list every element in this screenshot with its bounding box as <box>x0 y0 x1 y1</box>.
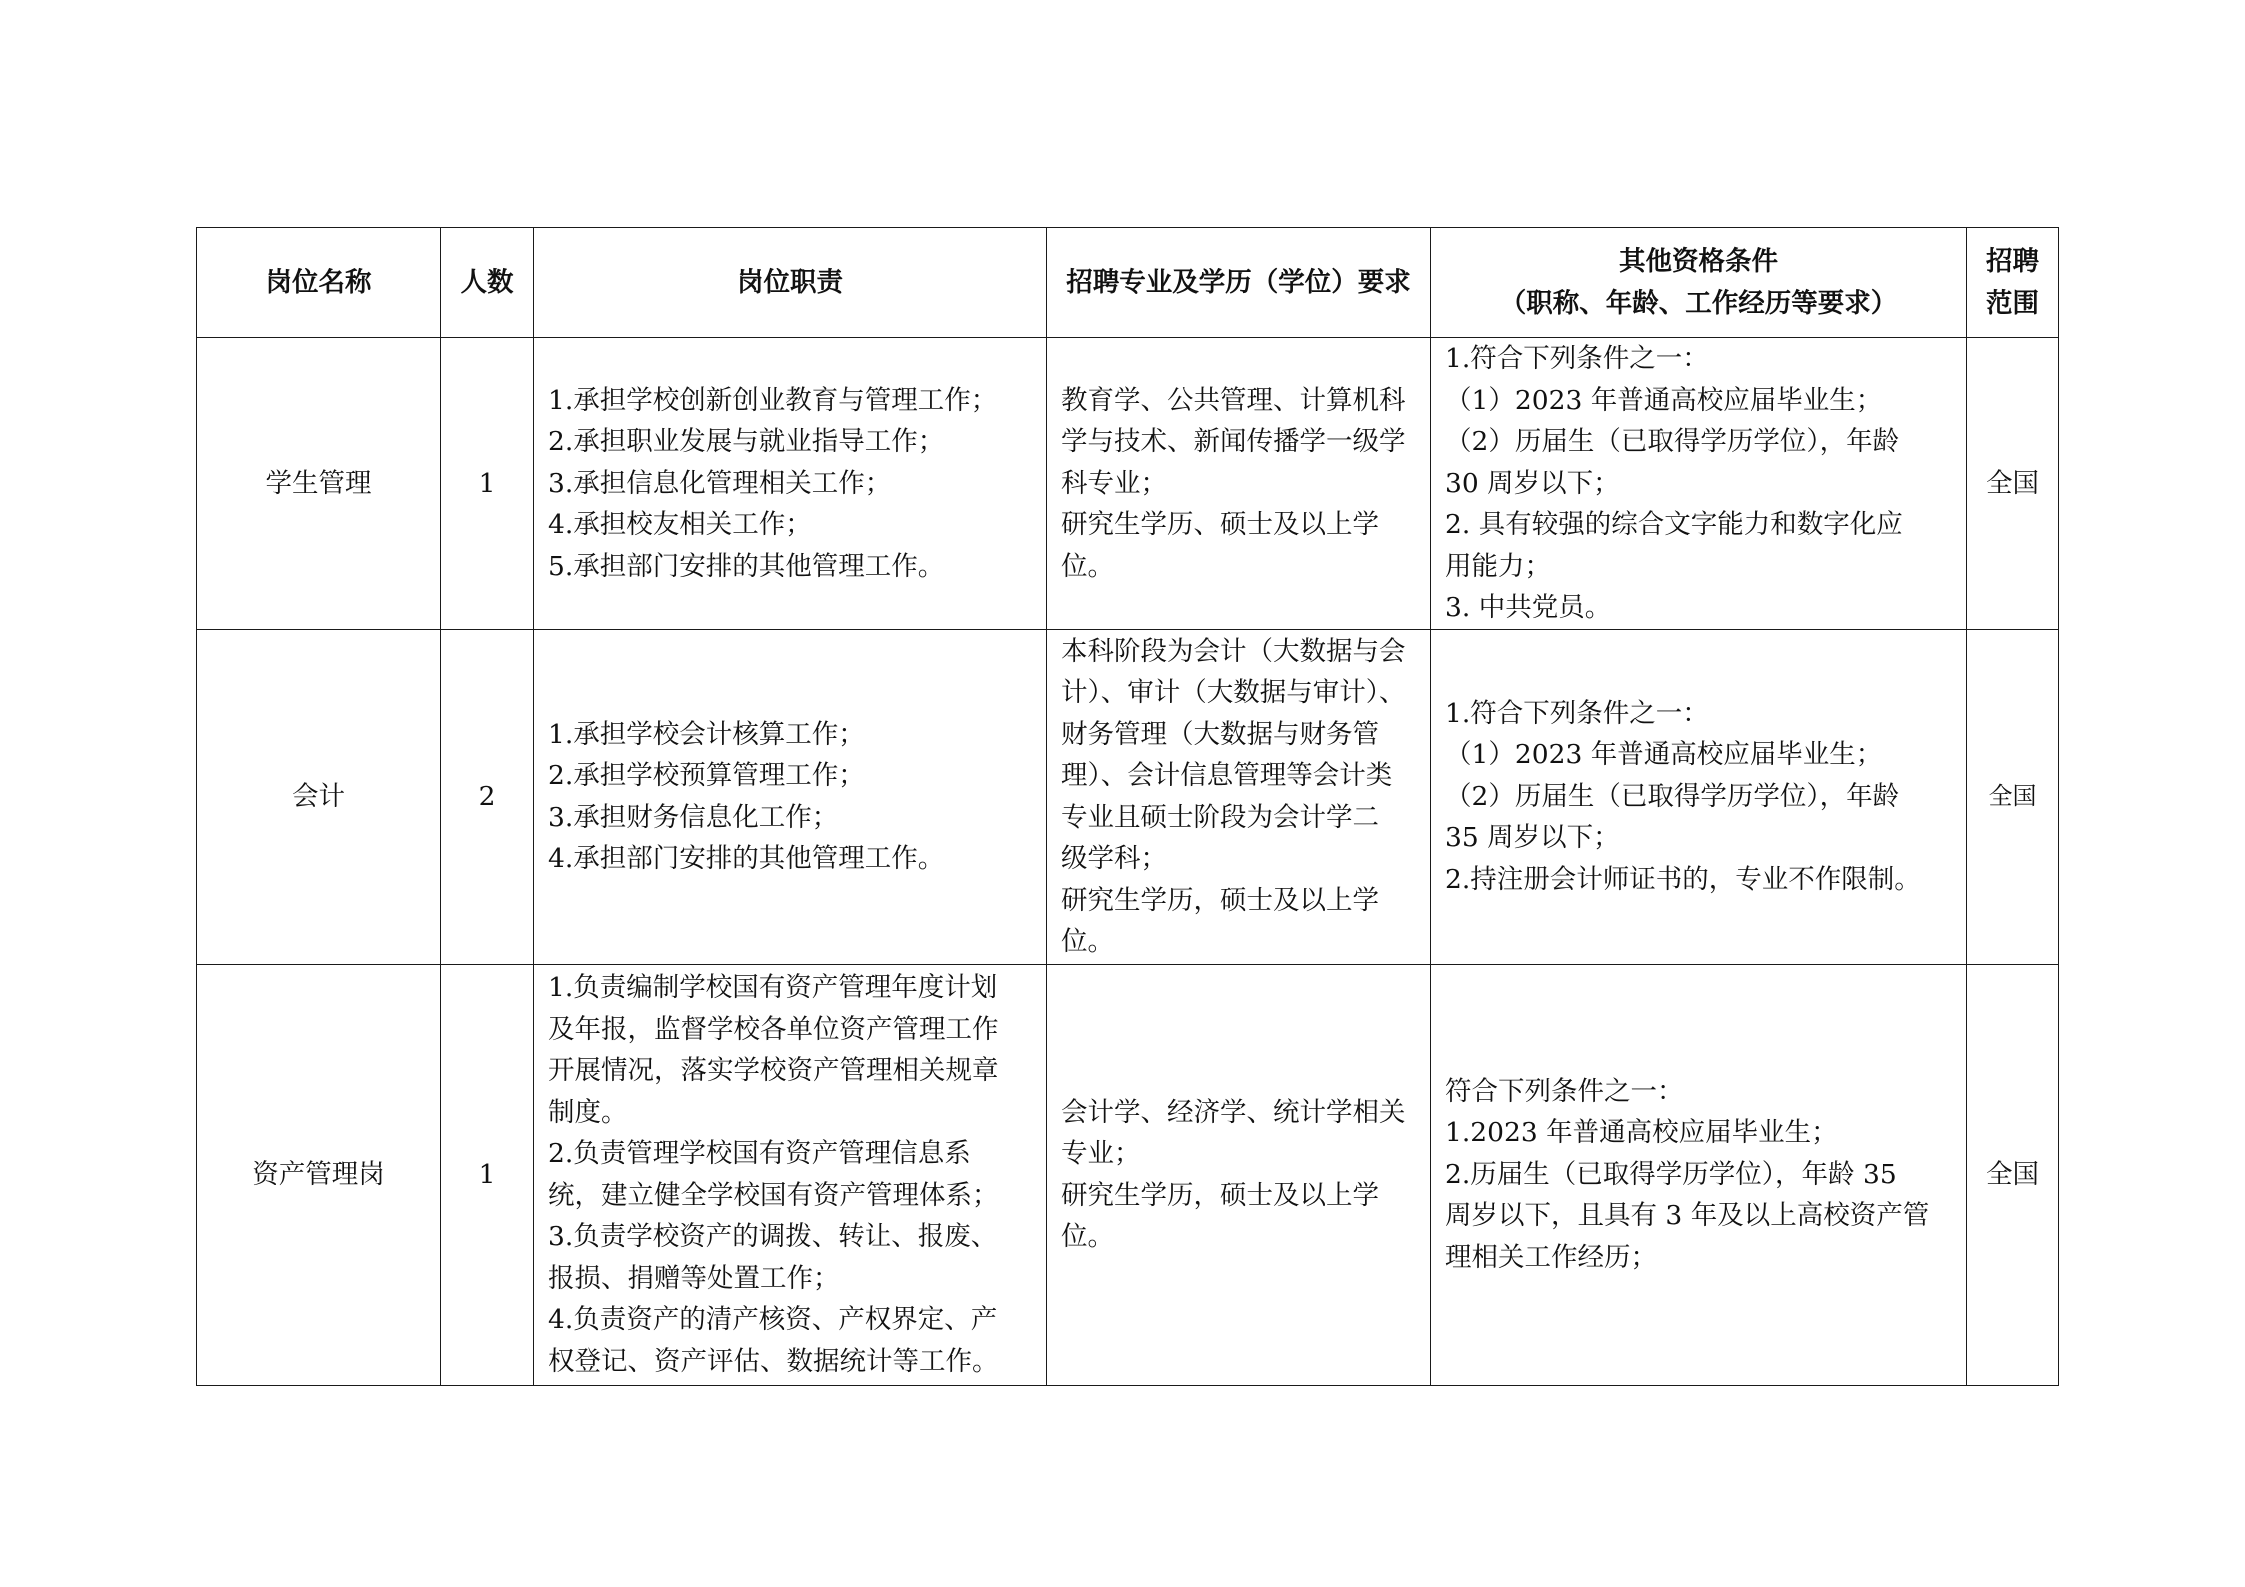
other-line: 周岁以下，且具有 3 年及以上高校资产管 <box>1445 1200 1930 1232</box>
cell-count: 1 <box>441 338 534 630</box>
duty-line: 报损、捐赠等处置工作； <box>548 1262 840 1294</box>
major-line: 位。 <box>1061 1221 1114 1252</box>
duty-line: 2.承担职业发展与就业指导工作； <box>548 426 945 457</box>
other-line: 1.符合下列条件之一： <box>1445 697 1709 729</box>
header-count: 人数 <box>441 228 534 338</box>
header-other-line1: 其他资格条件 <box>1619 246 1778 277</box>
cell-position: 资产管理岗 <box>197 964 441 1385</box>
cell-position: 会计 <box>197 629 441 964</box>
duty-line: 3.承担信息化管理相关工作； <box>548 467 892 499</box>
header-position: 岗位名称 <box>197 228 441 338</box>
cell-other <box>1431 964 1967 1385</box>
major-line: 研究生学历、硕士及以上学 <box>1061 509 1379 540</box>
duty-line: 3.承担财务信息化工作； <box>548 801 839 833</box>
duty-line: 4.承担部门安排的其他管理工作。 <box>548 843 945 874</box>
recruitment-table <box>196 227 2059 1386</box>
duty-line: 权登记、资产评估、数据统计等工作。 <box>548 1345 999 1377</box>
header-duties: 岗位职责 <box>534 228 1047 338</box>
cell-count: 2 <box>441 629 534 964</box>
cell-duties <box>534 629 1047 964</box>
major-line: 科专业； <box>1061 467 1167 499</box>
major-line: 学与技术、新闻传播学一级学 <box>1061 426 1406 457</box>
table-row <box>197 338 2059 630</box>
cell-major <box>1047 338 1431 630</box>
other-line: （1）2023 年普通高校应届毕业生； <box>1445 739 1883 771</box>
major-line: 理）、会计信息管理等会计类 <box>1061 760 1393 791</box>
duty-line: 开展情况，落实学校资产管理相关规章 <box>548 1055 999 1086</box>
major-line: 研究生学历，硕士及以上学 <box>1061 1179 1379 1211</box>
major-line: 会计学、经济学、统计学相关 <box>1061 1096 1406 1128</box>
cell-duties <box>534 964 1047 1385</box>
cell-scope: 全国 <box>1967 338 2059 630</box>
duty-line: 1.承担学校创新创业教育与管理工作； <box>548 384 998 416</box>
duty-line: 制度。 <box>548 1096 628 1128</box>
other-line: 1.符合下列条件之一： <box>1445 343 1709 374</box>
header-row <box>197 228 2059 338</box>
major-line: 位。 <box>1061 926 1114 957</box>
major-line: 本科阶段为会计（大数据与会 <box>1061 635 1406 667</box>
header-other-line2: （职称、年龄、工作经历等要求） <box>1499 287 1898 319</box>
table-row <box>197 964 2059 1385</box>
major-line: 计）、审计（大数据与审计）、 <box>1061 677 1406 708</box>
cell-count: 1 <box>441 964 534 1385</box>
cell-scope: 全国 <box>1967 964 2059 1385</box>
header-scope-line1: 招聘 <box>1986 246 2039 277</box>
header-major: 招聘专业及学历（学位）要求 <box>1047 228 1431 338</box>
cell-position: 学生管理 <box>197 338 441 630</box>
major-line: 位。 <box>1061 550 1114 582</box>
duty-line: 2.负责管理学校国有资产管理信息系 <box>548 1138 971 1169</box>
duty-line: 1.负责编制学校国有资产管理年度计划 <box>548 972 998 1003</box>
other-line: 用能力； <box>1445 550 1551 582</box>
duty-line: 4.负责资产的清产核资、产权界定、产 <box>548 1304 998 1335</box>
major-line: 专业； <box>1061 1138 1141 1169</box>
header-scope-line2: 范围 <box>1986 287 2039 319</box>
major-line: 研究生学历，硕士及以上学 <box>1061 884 1379 916</box>
duty-line: 4.承担校友相关工作； <box>548 509 812 540</box>
major-line: 级学科； <box>1061 843 1167 874</box>
other-line: （1）2023 年普通高校应届毕业生； <box>1445 384 1883 416</box>
other-line: 符合下列条件之一： <box>1445 1075 1684 1107</box>
header-other <box>1431 228 1967 338</box>
cell-major <box>1047 964 1431 1385</box>
other-line: （2）历届生（已取得学历学位），年龄 <box>1445 426 1900 457</box>
major-line: 专业且硕士阶段为会计学二 <box>1061 801 1379 833</box>
cell-other <box>1431 338 1967 630</box>
other-line: 1.2023 年普通高校应届毕业生； <box>1445 1117 1838 1149</box>
other-line: 理相关工作经历； <box>1445 1241 1657 1273</box>
major-line: 教育学、公共管理、计算机科 <box>1061 384 1406 416</box>
duty-line: 2.承担学校预算管理工作； <box>548 760 865 791</box>
header-scope <box>1967 228 2059 338</box>
other-line: 35 周岁以下； <box>1445 822 1620 854</box>
recruitment-table-container <box>196 227 2058 1386</box>
other-line: 2.历届生（已取得学历学位），年龄 35 <box>1445 1158 1897 1190</box>
other-line: 2. 具有较强的综合文字能力和数字化应 <box>1445 509 1903 540</box>
other-line: 30 周岁以下； <box>1445 467 1620 499</box>
cell-other <box>1431 629 1967 964</box>
table-row <box>197 629 2059 964</box>
cell-duties <box>534 338 1047 630</box>
other-line: （2）历届生（已取得学历学位），年龄 <box>1445 780 1900 812</box>
duty-line: 1.承担学校会计核算工作； <box>548 718 865 750</box>
other-line: 2.持注册会计师证书的，专业不作限制。 <box>1445 863 1921 895</box>
other-line: 3. 中共党员。 <box>1445 592 1612 623</box>
cell-scope: 全国 <box>1967 629 2059 964</box>
major-line: 财务管理（大数据与财务管 <box>1061 718 1379 750</box>
duty-line: 5.承担部门安排的其他管理工作。 <box>548 550 945 582</box>
duty-line: 3.负责学校资产的调拨、转让、报废、 <box>548 1221 998 1252</box>
cell-major <box>1047 629 1431 964</box>
duty-line: 及年报，监督学校各单位资产管理工作 <box>548 1013 999 1045</box>
duty-line: 统，建立健全学校国有资产管理体系； <box>548 1179 999 1211</box>
